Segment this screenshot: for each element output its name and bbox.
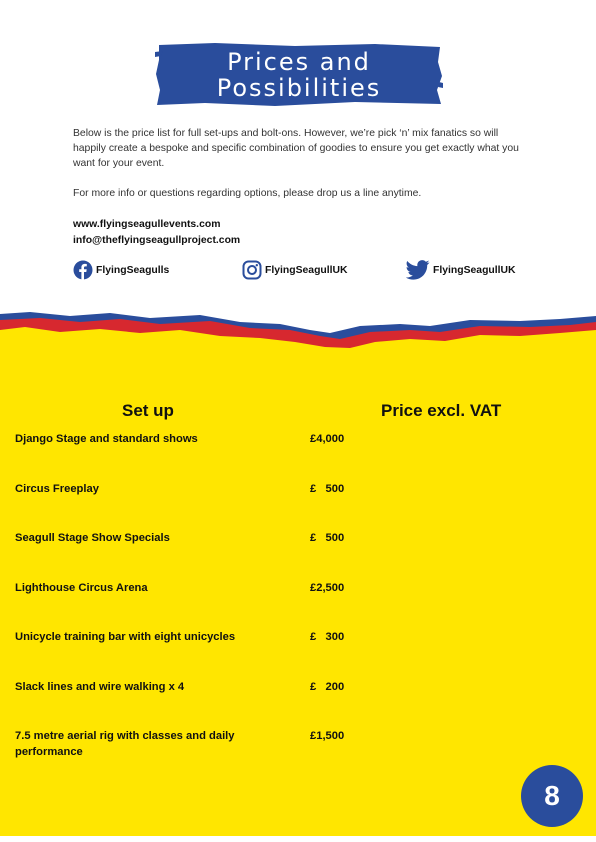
social-facebook[interactable] bbox=[73, 260, 169, 280]
table-row-item: Django Stage and standard shows bbox=[15, 433, 198, 445]
table-row-price: £4,000 bbox=[310, 433, 345, 445]
page-number-badge: 8 bbox=[521, 765, 583, 827]
table-row-item: Slack lines and wire walking x 4 bbox=[15, 681, 185, 693]
table-row-price: £ 500 bbox=[310, 483, 345, 495]
page-title bbox=[155, 49, 443, 101]
contact-block bbox=[73, 217, 240, 249]
title-banner bbox=[155, 42, 443, 107]
table-row-item: Unicycle training bar with eight unicycles bbox=[15, 631, 236, 643]
facebook-icon bbox=[73, 260, 93, 280]
social-twitter[interactable] bbox=[406, 260, 516, 280]
price-column-header: Price excl. VAT bbox=[381, 401, 502, 420]
table-row-price: £2,500 bbox=[310, 582, 345, 594]
table-row-price: £ 200 bbox=[310, 681, 345, 693]
twitter-icon bbox=[406, 260, 430, 280]
table-row-item: Lighthouse Circus Arena bbox=[15, 582, 148, 594]
setup-column-header: Set up bbox=[122, 401, 174, 420]
instagram-icon bbox=[242, 260, 262, 280]
twitter-handle: FlyingSeagullUK bbox=[433, 264, 516, 276]
table-row-price: £1,500 bbox=[310, 730, 345, 742]
table-row-price: £ 300 bbox=[310, 631, 345, 643]
instagram-handle: FlyingSeagullUK bbox=[265, 264, 348, 276]
table-row-item: 7.5 metre aerial rig with classes and daily performance bbox=[15, 730, 235, 758]
table-row-item: Circus Freeplay bbox=[15, 483, 99, 495]
table-row-price: £ 500 bbox=[310, 532, 345, 544]
intro-paragraph: Below is the price list for full set-ups and bolt-ons. However, we’re pick ‘n’ mix fanatics so will happily create a bespoke and specific combination of goodies to ensure you get exactly what you want for your event. bbox=[73, 128, 519, 169]
email-link[interactable]: info@theflyingseagullproject.com bbox=[73, 235, 241, 246]
title-line-2: Possibilities bbox=[216, 74, 382, 102]
social-instagram[interactable] bbox=[242, 260, 348, 280]
website-link[interactable]: www.flyingseagullevents.com bbox=[73, 219, 221, 230]
intro-info-paragraph: For more info or questions regarding options, please drop us a line anytime. bbox=[73, 188, 422, 199]
table-row-item: Seagull Stage Show Specials bbox=[15, 532, 170, 544]
title-line-1: Prices and bbox=[227, 48, 371, 76]
facebook-handle: FlyingSeagulls bbox=[96, 264, 170, 276]
